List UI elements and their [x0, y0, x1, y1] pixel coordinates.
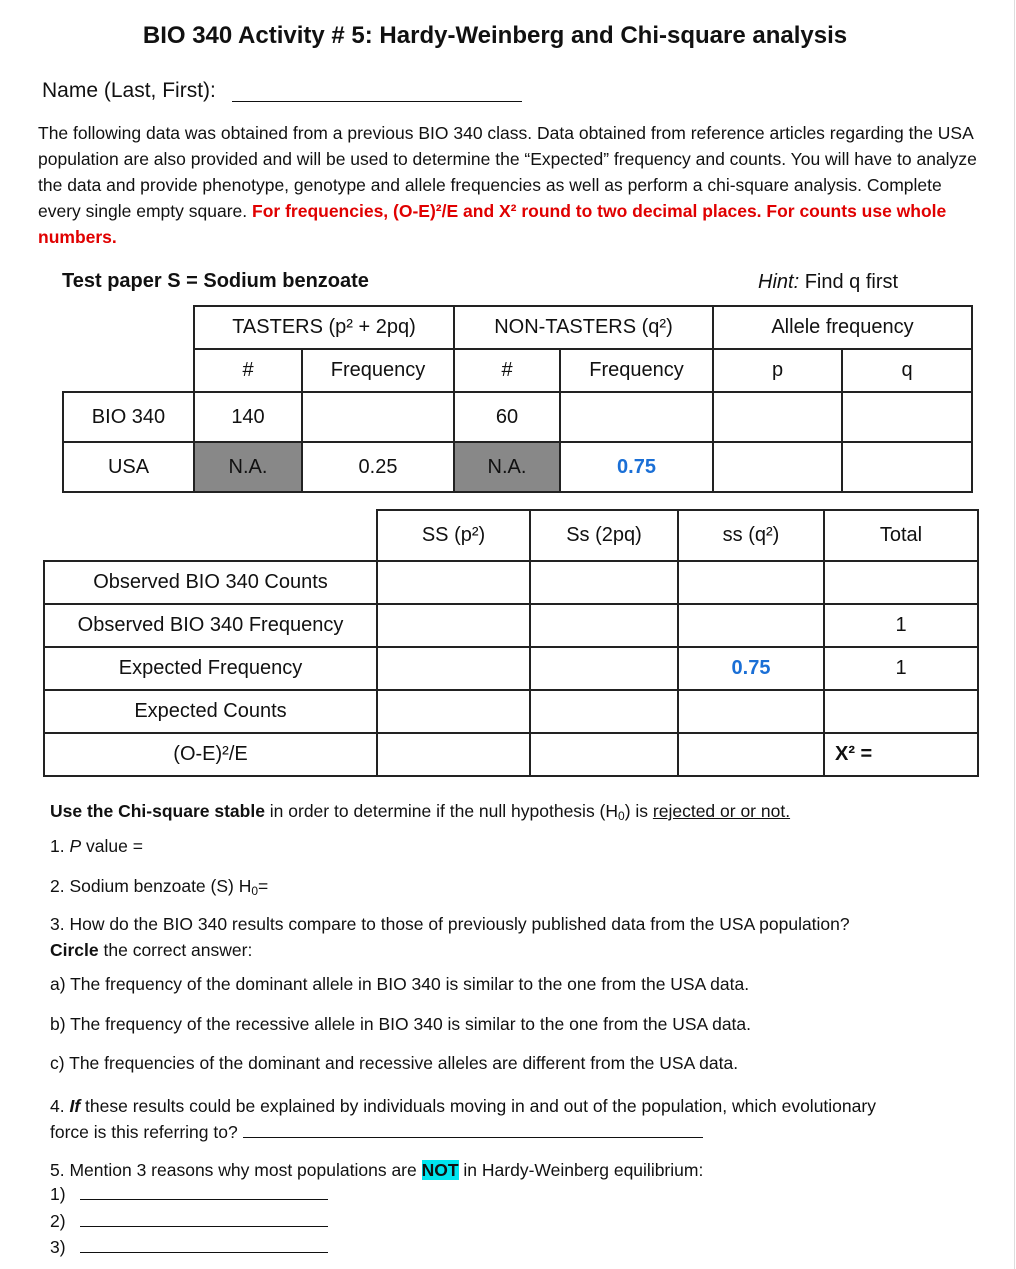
q2-end: = [258, 876, 269, 896]
table-cell[interactable] [302, 392, 454, 442]
table-cell[interactable] [842, 442, 972, 492]
corner-cell [63, 349, 194, 392]
table-cell-highlighted: 0.75 [678, 647, 824, 690]
table-cell[interactable] [824, 561, 978, 604]
table-cell[interactable] [560, 392, 713, 442]
table-cell[interactable] [678, 561, 824, 604]
hint [758, 271, 898, 294]
instruction-underline: rejected or or not. [652, 801, 791, 821]
table-cell-highlighted: 0.75 [560, 442, 713, 492]
q3-end: the correct answer: [98, 940, 253, 960]
table-row [63, 392, 972, 442]
q3-text: 3. How do the BIO 340 results compare to those of previously published data from the USA population? [50, 914, 850, 934]
corner-cell [63, 306, 194, 349]
corner-cell [44, 510, 377, 561]
table-cell[interactable] [678, 690, 824, 733]
q4-prefix: 4. [50, 1096, 70, 1116]
table-cell[interactable] [824, 690, 978, 733]
q3-bold: Circle [50, 940, 99, 960]
question-5 [50, 1157, 950, 1183]
table-cell[interactable] [530, 647, 678, 690]
table-cell: 1 [824, 604, 978, 647]
row-label: Observed BIO 340 Frequency [44, 604, 377, 647]
table-cell-na: N.A. [194, 442, 302, 492]
table-row [63, 442, 972, 492]
table-cell: 140 [194, 392, 302, 442]
page-title: BIO 340 Activity # 5: Hardy-Weinberg and Chi-square analysis [142, 22, 848, 49]
subheader-cell: Frequency [560, 349, 713, 392]
table-cell[interactable] [530, 561, 678, 604]
option-b[interactable]: b) The frequency of the recessive allele in BIO 340 is similar to the one from the USA data. [50, 1014, 752, 1034]
table-cell[interactable] [842, 392, 972, 442]
table-cell[interactable] [377, 690, 530, 733]
table1-label: Test paper S = Sodium benzoate [62, 270, 369, 292]
q4-text: these results could be explained by individuals moving in and out of the population, which evolutionary force is this referring to? [50, 1096, 876, 1142]
intro-paragraph [38, 120, 983, 250]
question-2[interactable] [50, 873, 950, 904]
q5-item[interactable] [50, 1208, 950, 1234]
q1-rest: value = [81, 836, 143, 856]
table-cell: 1 [824, 647, 978, 690]
table-cell[interactable] [530, 690, 678, 733]
subheader-cell: # [194, 349, 302, 392]
table-row [44, 733, 978, 776]
subheader-cell: p [713, 349, 842, 392]
header-cell: SS (p²) [377, 510, 530, 561]
table-cell[interactable] [530, 604, 678, 647]
option-c[interactable]: c) The frequencies of the dominant and recessive alleles are different from the USA data. [50, 1053, 739, 1073]
name-label: Name (Last, First): [42, 79, 216, 102]
table-row [44, 561, 978, 604]
table-cell[interactable] [377, 733, 530, 776]
group-non-tasters: NON-TASTERS (q²) [454, 306, 713, 349]
table-cell[interactable] [377, 561, 530, 604]
question-1[interactable] [50, 833, 950, 859]
chi-square-table [43, 509, 979, 777]
table-row [44, 647, 978, 690]
q5-item[interactable] [50, 1181, 950, 1207]
row-label-usa: USA [63, 442, 194, 492]
allele-frequency-table [62, 305, 973, 493]
option-a[interactable]: a) The frequency of the dominant allele in BIO 340 is similar to the one from the USA data. [50, 974, 750, 994]
table-cell[interactable] [678, 604, 824, 647]
table-cell: 60 [454, 392, 560, 442]
table-cell[interactable] [377, 647, 530, 690]
table-cell[interactable] [713, 392, 842, 442]
q5-item-number: 3) [50, 1237, 66, 1257]
intro-text: The following data was obtained from a previous BIO 340 class. Data obtained from reference articles regarding the USA population are also provided and will be used to determine the “Expected” frequency and counts. You will have to analyze the data and provide phenotype, genotype and allele frequencies as well as perform a chi-square analysis. Complete every single empty square. [38, 123, 977, 221]
question-3 [50, 911, 870, 963]
q1-italic: P [69, 836, 82, 856]
table-row [44, 690, 978, 733]
hint-prefix: Hint: [758, 271, 800, 293]
table-cell: 0.25 [302, 442, 454, 492]
header-cell: Ss (2pq) [530, 510, 678, 561]
table-cell[interactable] [377, 604, 530, 647]
table-cell[interactable] [713, 442, 842, 492]
table-cell-na: N.A. [454, 442, 560, 492]
row-label: Expected Frequency [44, 647, 377, 690]
header-cell: Total [824, 510, 978, 561]
instruction-mid: in order to determine if the null hypothesis (H [264, 801, 619, 821]
row-label: Observed BIO 340 Counts [44, 561, 377, 604]
row-label: (O-E)²/E [44, 733, 377, 776]
subheader-cell: q [842, 349, 972, 392]
group-allele-frequency: Allele frequency [713, 306, 972, 349]
q5-prefix: 5. Mention 3 reasons why most populations are [50, 1160, 422, 1180]
q4-answer-line[interactable] [243, 1137, 703, 1138]
q1-prefix: 1. [50, 836, 70, 856]
question-4 [50, 1093, 890, 1145]
hint-text: Find q first [804, 271, 899, 293]
answer-line[interactable] [80, 1226, 328, 1227]
table-cell[interactable] [678, 733, 824, 776]
instruction-end: ) is [624, 801, 653, 821]
subheader-cell: Frequency [302, 349, 454, 392]
q5-highlight: NOT [421, 1160, 459, 1180]
q5-item[interactable] [50, 1234, 950, 1260]
answer-line[interactable] [80, 1252, 328, 1253]
chi-square-total-cell[interactable]: X² = [824, 733, 978, 776]
q5-item-number: 1) [50, 1184, 66, 1204]
q2-sub: 0 [251, 884, 259, 898]
intro-emphasis: For frequencies, (O-E)²/E and X² round to two decimal places. For counts use whole numbers. [38, 201, 947, 247]
row-label-bio340: BIO 340 [63, 392, 194, 442]
header-cell: ss (q²) [678, 510, 824, 561]
table-cell[interactable] [530, 733, 678, 776]
group-tasters: TASTERS (p² + 2pq) [194, 306, 454, 349]
q2-text: 2. Sodium benzoate (S) H [50, 876, 252, 896]
table-row [44, 604, 978, 647]
instruction-bold: Use the Chi-square stable [50, 801, 265, 821]
chi-square-instruction [50, 798, 950, 829]
name-input-line[interactable] [232, 101, 522, 102]
subheader-cell: # [454, 349, 560, 392]
q5-item-number: 2) [50, 1211, 66, 1231]
instruction-sub: 0 [618, 809, 625, 823]
q5-end: in Hardy-Weinberg equilibrium: [458, 1160, 704, 1180]
answer-line[interactable] [80, 1199, 328, 1200]
row-label: Expected Counts [44, 690, 377, 733]
q4-bold-italic: If [69, 1096, 81, 1116]
